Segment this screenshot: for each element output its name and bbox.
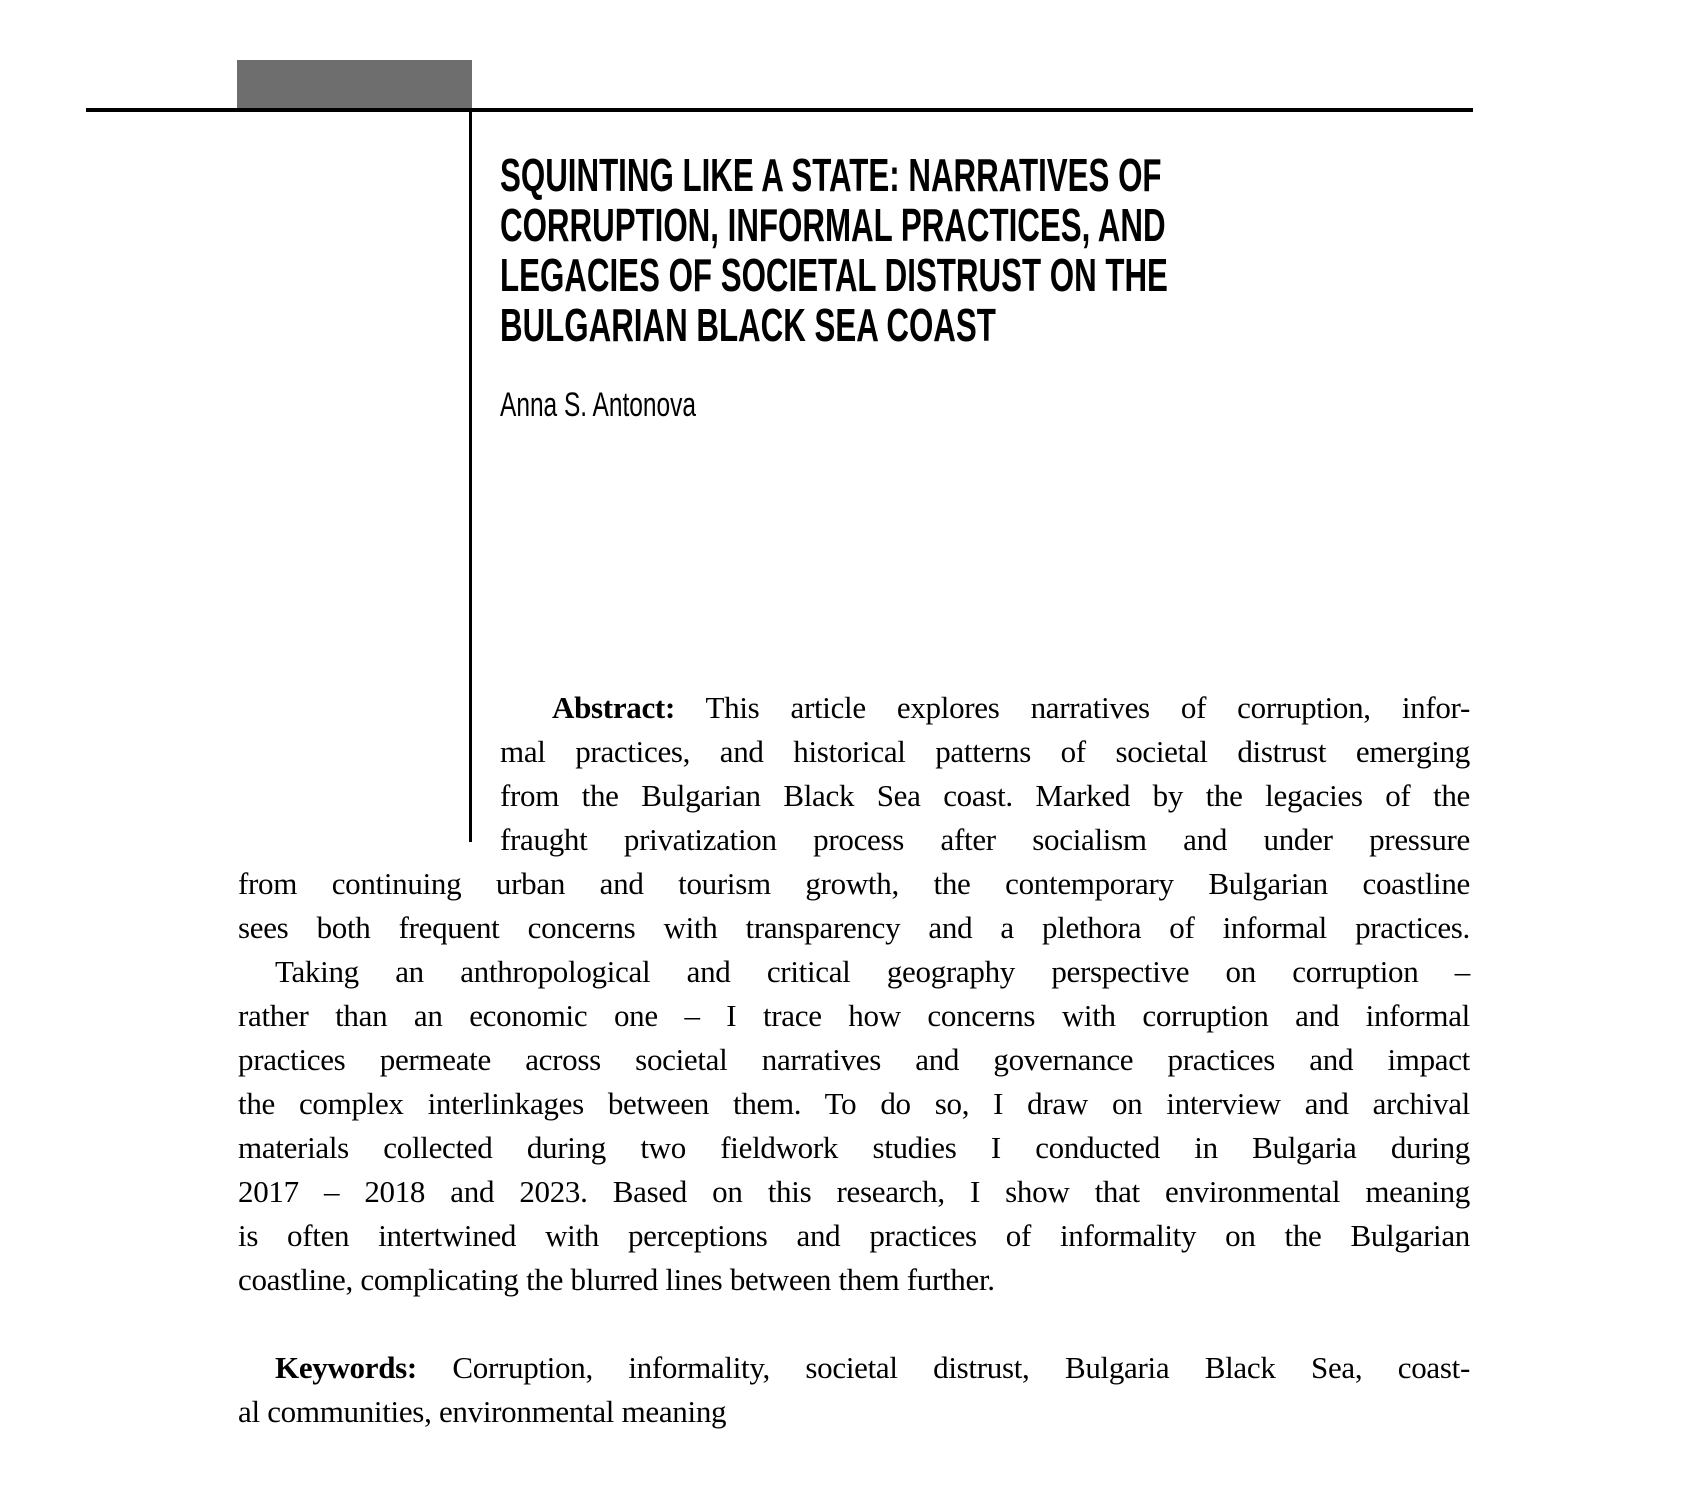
page-title-line: BULGARIAN BLACK SEA COAST (500, 299, 996, 351)
page-title (500, 150, 1168, 350)
horizontal-rule (86, 108, 1473, 112)
abstract-line: coastline, complicating the blurred lines between them further. (238, 1262, 995, 1297)
abstract-line: 2017 – 2018 and 2023. Based on this research, I show that environmental meaning (238, 1174, 1470, 1209)
abstract-line: mal practices, and historical patterns of societal distrust emerging (500, 734, 1470, 769)
abstract-line: sees both frequent concerns with transparency and a plethora of informal practices. (238, 910, 1470, 945)
masthead-redacted-block (237, 60, 472, 108)
abstract-line: Abstract: This article explores narratives of corruption, infor- (552, 690, 1470, 725)
abstract-line: rather than an economic one – I trace how concerns with corruption and informal (238, 998, 1470, 1033)
abstract-full-block (238, 862, 1470, 1302)
keywords-line: al communities, environmental meaning (238, 1394, 727, 1429)
abstract-line: is often intertwined with perceptions and practices of informality on the Bulgarian (238, 1218, 1470, 1253)
abstract-line: Taking an anthropological and critical geography perspective on corruption – (275, 954, 1470, 989)
abstract-indented-block (500, 686, 1470, 862)
abstract-label: Abstract: (552, 690, 675, 725)
vertical-rule (469, 108, 472, 842)
page-title-line: CORRUPTION, INFORMAL PRACTICES, AND (500, 199, 1166, 251)
author-name: Anna S. Antonova (500, 386, 696, 424)
abstract-line: fraught privatization process after socialism and under pressure (500, 822, 1470, 857)
keywords-block (238, 1346, 1470, 1434)
page-title-line: LEGACIES OF SOCIETAL DISTRUST ON THE (500, 249, 1168, 301)
abstract-line: practices permeate across societal narratives and governance practices and impact (238, 1042, 1470, 1077)
abstract-line: from the Bulgarian Black Sea coast. Marked by the legacies of the (500, 778, 1470, 813)
page-title-line: SQUINTING LIKE A STATE: NARRATIVES OF (500, 149, 1162, 201)
keywords-line: Keywords: Corruption, informality, societal distrust, Bulgaria Black Sea, coast- (275, 1350, 1470, 1385)
abstract-line: materials collected during two fieldwork studies I conducted in Bulgaria during (238, 1130, 1470, 1165)
abstract-line: the complex interlinkages between them. To do so, I draw on interview and archival (238, 1086, 1470, 1121)
abstract-line: from continuing urban and tourism growth, the contemporary Bulgarian coastline (238, 866, 1470, 901)
keywords-label: Keywords: (275, 1350, 417, 1385)
